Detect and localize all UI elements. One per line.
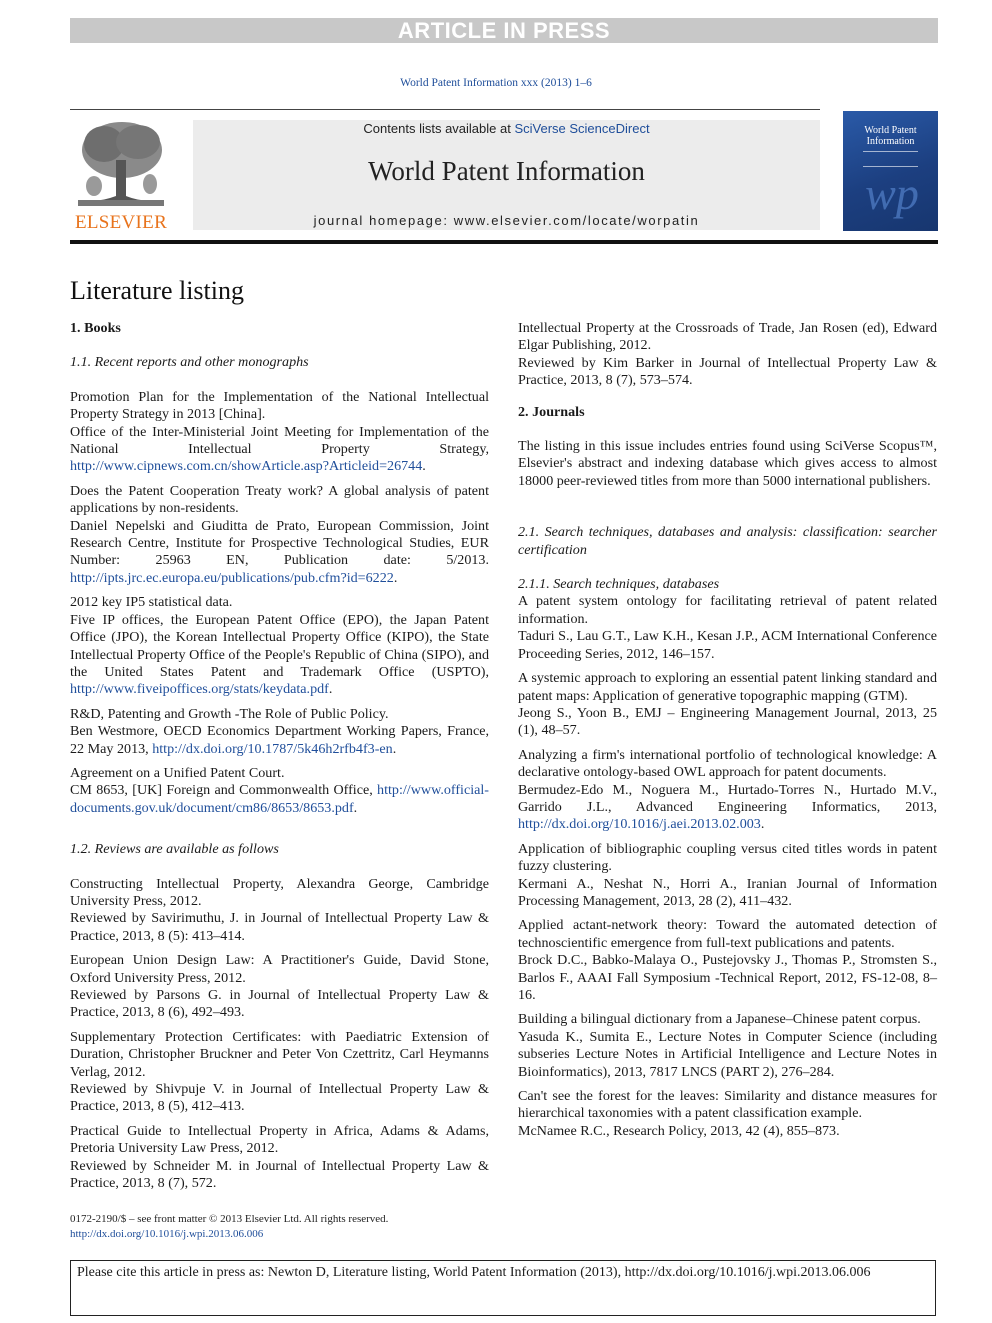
journal-reference-item xyxy=(518,1088,937,1140)
journal-reference-item xyxy=(518,841,937,911)
elsevier-wordmark: ELSEVIER xyxy=(74,212,168,233)
subsection-heading-reviews: 1.2. Reviews are available as follows xyxy=(70,841,279,858)
reference-body: CM 8653, [UK] Foreign and Commonwealth Office, http://www.official-documents.gov.uk/document/cm86/8653/8653.pdf. xyxy=(70,782,489,816)
reference-body: Taduri S., Lau G.T., Law K.H., Kesan J.P., ACM International Conference Proceeding Series, 2012, 146–157. xyxy=(518,628,937,662)
cite-this-article-box: Please cite this article in press as: Newton D, Literature listing, World Patent Information (2013), http://dx.doi.org/10.1016/j.wpi.2013.06.006 xyxy=(70,1260,936,1316)
review-title: Intellectual Property at the Crossroads of Trade, Jan Rosen (ed), Edward Elgar Publishing, 2012. xyxy=(518,320,937,354)
reference-body: Office of the Inter-Ministerial Joint Meeting for Implementation of the National Intellectual Property Strategy, http://www.cipnews.com.cn/showArticle.asp?Articleid=26744. xyxy=(70,423,489,475)
reference-title: Does the Patent Cooperation Treaty work? A global analysis of patent applications by non-residents. xyxy=(70,482,489,517)
copyright-line: 0172-2190/$ – see front matter © 2013 Elsevier Ltd. All rights reserved. xyxy=(70,1213,389,1225)
review-item xyxy=(70,1029,489,1116)
reference-item xyxy=(70,594,489,698)
section-heading-journals: 2. Journals xyxy=(518,403,585,420)
reference-title: A systemic approach to exploring an essential patent linking standard and patent maps: Application of generative topographic mapping (GTM). xyxy=(518,670,937,704)
journal-reference-item xyxy=(518,917,937,1004)
reference-link[interactable]: http://dx.doi.org/10.1016/j.aei.2013.02.003 xyxy=(518,816,761,833)
review-item xyxy=(70,952,489,1022)
header-thick-rule xyxy=(70,240,938,244)
reference-body: Kermani A., Neshat N., Horri A., Iranian Journal of Information Processing Management, 2013, 28 (2), 411–432. xyxy=(518,875,937,909)
review-title: Constructing Intellectual Property, Alexandra George, Cambridge University Press, 2012. xyxy=(70,875,489,909)
journal-reference-item xyxy=(518,593,937,663)
review-item xyxy=(518,320,937,390)
reference-body: Daniel Nepelski and Giuditta de Prato, European Commission, Joint Research Centre, Institute for Prospective Technological Studies, EUR Number: 25963 EN, Publication date: 5/2013. http://ipts.jrc.ec.europa.eu/publications/pub.cfm?id=6222. xyxy=(70,517,489,586)
subsection-heading-reports: 1.1. Recent reports and other monographs xyxy=(70,354,309,371)
reference-link[interactable]: http://www.cipnews.com.cn/showArticle.asp?Articleid=26744 xyxy=(70,458,423,475)
copyright-footnote xyxy=(70,1212,388,1241)
contents-available-line xyxy=(193,121,820,136)
reference-title: R&D, Patenting and Growth -The Role of Public Policy. xyxy=(70,705,389,722)
left-column xyxy=(70,320,489,1199)
journal-citation-line[interactable]: World Patent Information xxx (2013) 1–6 xyxy=(400,77,592,89)
reference-link[interactable]: http://www.official-documents.gov.uk/document/cm86/8653/8653.pdf xyxy=(70,782,489,816)
review-body: Reviewed by Parsons G. in Journal of Intellectual Property Law & Practice, 2013, 8 (6), 492–493. xyxy=(70,987,489,1021)
review-body: Reviewed by Savirimuthu, J. in Journal of Intellectual Property Law & Practice, 2013, 8 (5): 413–414. xyxy=(70,910,489,944)
journals-intro-paragraph: The listing in this issue includes entries found using SciVerse Scopus™, Elsevier's abstract and indexing database which gives access to almost 18000 peer-reviewed titles from more than 5000 international publishers. xyxy=(518,438,937,489)
cover-wpi-emblem-icon xyxy=(857,161,927,221)
subsection-heading-search-techniques: 2.1. Search techniques, databases and analysis: classification: searcher certification xyxy=(518,524,937,558)
reference-body: Bermudez-Edo M., Noguera M., Hurtado-Torres N., Hurtado M.V., Garrido J.L., Advanced Engineering Informatics, 2013, http://dx.doi.org/10.1016/j.aei.2013.02.003. xyxy=(518,781,937,833)
article-doi-link[interactable]: http://dx.doi.org/10.1016/j.wpi.2013.06.006 xyxy=(70,1227,264,1240)
reference-item xyxy=(70,483,489,587)
reference-body: McNamee R.C., Research Policy, 2013, 42 (4), 855–873. xyxy=(518,1122,840,1139)
reference-item xyxy=(70,765,489,817)
reference-body: Yasuda K., Sumita E., Lecture Notes in Computer Science (including subseries Lecture Notes in Artificial Intelligence and Lecture Notes in Bioinformatics), 2013, 7817 LNCS (PART 2), 276–284. xyxy=(518,1028,937,1080)
cover-title: World Patent Information xyxy=(864,125,917,147)
reference-title: Promotion Plan for the Implementation of the National Intellectual Property Strategy in 2013 [China]. xyxy=(70,388,489,423)
journal-name: World Patent Information xyxy=(368,156,645,186)
reference-link[interactable]: http://www.fiveipoffices.org/stats/keydata.pdf xyxy=(70,681,329,698)
reference-item xyxy=(70,389,489,476)
reference-body: Jeong S., Yoon B., EMJ – Engineering Management Journal, 2013, 25 (1), 48–57. xyxy=(518,704,937,739)
reference-body: Brock D.C., Babko-Malaya O., Pustejovsky J., Thomas P., Stromsten S., Barlos F., AAAI Fall Symposium -Technical Report, 2012, FS-12-08, 8–16. xyxy=(518,952,937,1003)
reference-title: Applied actant-network theory: Toward the automated detection of technoscientific emergence from full-text publications and patents. xyxy=(518,917,937,951)
reference-body: Ben Westmore, OECD Economics Department Working Papers, France, 22 May 2013, http://dx.doi.org/10.1787/5k46h2rfb4f3-en. xyxy=(70,723,489,757)
review-body: Reviewed by Kim Barker in Journal of Intellectual Property Law & Practice, 2013, 8 (7), 573–574. xyxy=(518,354,937,389)
journal-reference-item xyxy=(518,1011,937,1081)
svg-text:wp: wp xyxy=(865,168,919,219)
review-body: Reviewed by Shivpuje V. in Journal of Intellectual Property Law & Practice, 2013, 8 (5), 412–413. xyxy=(70,1081,489,1115)
reference-title: Building a bilingual dictionary from a Japanese–Chinese patent corpus. xyxy=(518,1011,921,1028)
reference-body: Five IP offices, the European Patent Office (EPO), the Japan Patent Office (JPO), the Korean Intellectual Property Office (KIPO), the State Intellectual Property Office of the People's Republic of China (SIPO), and the United States Patent and Trademark Office (USPTO), http://www.fiveipoffices.org/stats/keydata.pdf. xyxy=(70,611,489,698)
review-item xyxy=(70,876,489,946)
journal-cover-thumbnail[interactable] xyxy=(843,111,938,231)
contents-prefix: Contents lists available at xyxy=(363,121,515,136)
journal-masthead xyxy=(193,120,820,230)
reference-title: Analyzing a firm's international portfolio of technological knowledge: A declarative ontology-based OWL approach for patent documents. xyxy=(518,746,937,781)
reference-title: Agreement on a Unified Patent Court. xyxy=(70,764,285,781)
journal-homepage[interactable]: journal homepage: www.elsevier.com/locate/worpatin xyxy=(313,213,700,228)
sciencedirect-link[interactable]: SciVerse ScienceDirect xyxy=(514,121,650,136)
review-title: Supplementary Protection Certificates: with Paediatric Extension of Duration, Christopher Bruckner and Peter Von Czettritz, Carl Heymanns Verlag, 2012. xyxy=(70,1028,489,1080)
article-in-press-banner: ARTICLE IN PRESS xyxy=(70,18,938,43)
review-title: European Union Design Law: A Practitioner's Guide, David Stone, Oxford University Press, 2012. xyxy=(70,952,489,986)
right-column xyxy=(518,320,937,1147)
reference-title: 2012 key IP5 statistical data. xyxy=(70,594,233,611)
reference-title: Application of bibliographic coupling versus cited titles words in patent fuzzy clustering. xyxy=(518,840,937,875)
reference-title: Can't see the forest for the leaves: Similarity and distance measures for hierarchical taxonomies with a patent classification example. xyxy=(518,1088,937,1122)
reference-link[interactable]: http://ipts.jrc.ec.europa.eu/publications/pub.cfm?id=6222 xyxy=(70,569,394,586)
review-title: Practical Guide to Intellectual Property in Africa, Adams & Adams, Pretoria University Law Press, 2012. xyxy=(70,1122,489,1157)
journal-reference-item xyxy=(518,747,937,834)
reference-item xyxy=(70,706,489,758)
reference-link[interactable]: http://dx.doi.org/10.1787/5k46h2rfb4f3-en xyxy=(152,740,393,757)
section-heading-books: 1. Books xyxy=(70,320,121,336)
review-item xyxy=(70,1123,489,1193)
article-title: Literature listing xyxy=(70,276,245,305)
reference-title: A patent system ontology for facilitating retrieval of patent related information. xyxy=(518,593,937,627)
review-body: Reviewed by Schneider M. in Journal of Intellectual Property Law & Practice, 2013, 8 (7), 572. xyxy=(70,1157,489,1192)
subsubsection-heading-databases: 2.1.1. Search techniques, databases xyxy=(518,576,720,593)
header-rule xyxy=(70,109,820,110)
journal-reference-item xyxy=(518,670,937,740)
